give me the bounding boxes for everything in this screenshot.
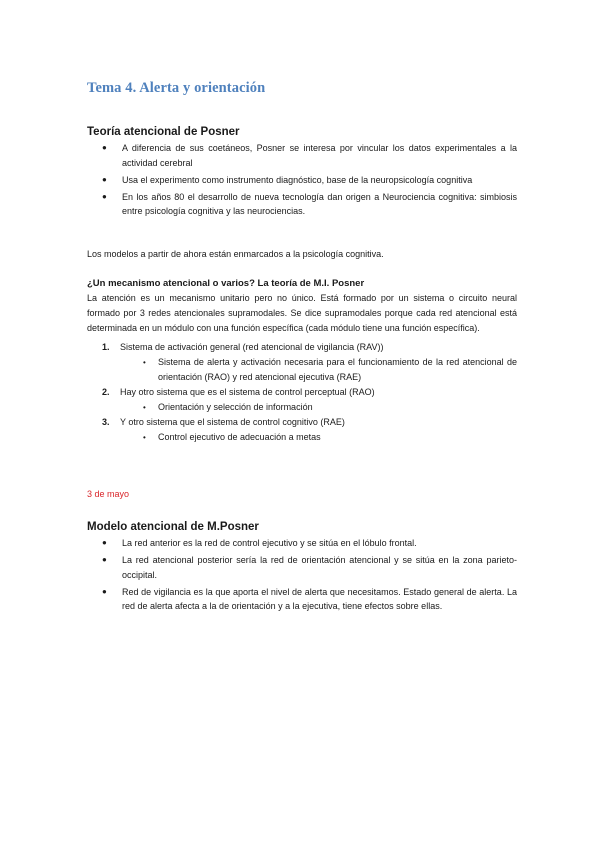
- bullet-icon: ●: [102, 191, 107, 201]
- bullet-list: [87, 141, 517, 219]
- list-item-text: A diferencia de sus coetáneos, Posner se interesa por vincular los datos experimentales a la actividad cerebral: [122, 143, 517, 168]
- models-paragraph: Los modelos a partir de ahora están enmarcados a la psicología cognitiva.: [87, 249, 384, 259]
- list-item: [102, 190, 517, 219]
- list-item: [102, 585, 517, 614]
- sub-list: [120, 400, 517, 415]
- sub-item-text: Orientación y selección de información: [158, 402, 313, 412]
- sub-bullet-icon: •: [143, 403, 146, 412]
- bullet-icon: ●: [102, 143, 107, 152]
- item-number: 3.: [102, 417, 110, 427]
- sub-item-text: Sistema de alerta y activación necesaria para el funcionamiento de la red atencional de orientación (RAO) y red atencional ejecutiva (RAE): [158, 357, 517, 382]
- sub-bullet-icon: •: [143, 358, 146, 367]
- numbered-item: [102, 340, 517, 385]
- bullet-icon: ●: [102, 586, 107, 596]
- list-item-text: Red de vigilancia es la que aporta el nivel de alerta que necesitamos. Estado general de alerta. La red de alerta afecta a la de orientación y a la ejecutiva, tiene efectos sobre ellas.: [122, 586, 517, 611]
- models-paragraph-block: [87, 247, 517, 262]
- list-item: [102, 536, 517, 551]
- sub-bullet-icon: •: [143, 433, 146, 442]
- bullet-icon: ●: [102, 555, 107, 564]
- list-item: [102, 141, 517, 170]
- list-item: [102, 553, 517, 582]
- item-text: Sistema de activación general (red atencional de vigilancia (RAV)): [120, 342, 384, 352]
- sub-list: [120, 430, 517, 445]
- item-number: 1.: [102, 342, 110, 352]
- attention-paragraph: La atención es un mecanismo unitario pero no único. Está formado por un sistema o circuito neural formado por 3 redes atencionales supramodales. Se dice supramodales porque cada red atencional está determinada en un módulo con una función específica (cada módulo tiene una función específica).: [87, 293, 517, 333]
- item-number: 2.: [102, 387, 110, 397]
- list-item-text: La red atencional posterior sería la red de orientación atencional y se sitúa en la zona parieto-occipital.: [122, 555, 517, 580]
- section-posner-theory: [87, 124, 517, 221]
- sub-list: [120, 355, 517, 385]
- item-text: Y otro sistema que el sistema de control cognitivo (RAE): [120, 417, 345, 427]
- list-item-text: La red anterior es la red de control ejecutivo y se sitúa en el lóbulo frontal.: [122, 538, 417, 548]
- list-item: [102, 173, 517, 188]
- sub-item: [143, 430, 517, 445]
- list-item-text: Usa el experimento como instrumento diagnóstico, base de la neuropsicología cognitiva: [122, 174, 473, 185]
- document-title: Tema 4. Alerta y orientación: [87, 80, 266, 96]
- numbered-item: [102, 385, 517, 415]
- section-heading-attention-mechanism: ¿Un mecanismo atencional o varios? La teoría de M.I. Posner: [87, 278, 365, 289]
- section-heading-posner-model: Modelo atencional de M.Posner: [87, 521, 259, 533]
- date-label: 3 de mayo: [87, 489, 130, 499]
- section-heading-posner-theory: Teoría atencional de Posner: [87, 126, 240, 138]
- bullet-icon: ●: [102, 174, 107, 184]
- item-text: Hay otro sistema que es el sistema de control perceptual (RAO): [120, 387, 375, 397]
- sub-item: [143, 355, 517, 385]
- bullet-list: [87, 536, 517, 614]
- sub-item: [143, 400, 517, 415]
- list-item-text: En los años 80 el desarrollo de nueva tecnología dan origen a Neurociencia cognitiva: simbiosis entre psicología cognitiva y las neurociencias.: [122, 191, 517, 216]
- sub-item-text: Control ejecutivo de adecuación a metas: [158, 432, 321, 442]
- section-posner-model: [87, 519, 517, 616]
- section-attention-mechanism: [87, 276, 517, 445]
- bullet-icon: ●: [102, 538, 107, 547]
- numbered-item: [102, 415, 517, 445]
- numbered-list: [87, 340, 517, 445]
